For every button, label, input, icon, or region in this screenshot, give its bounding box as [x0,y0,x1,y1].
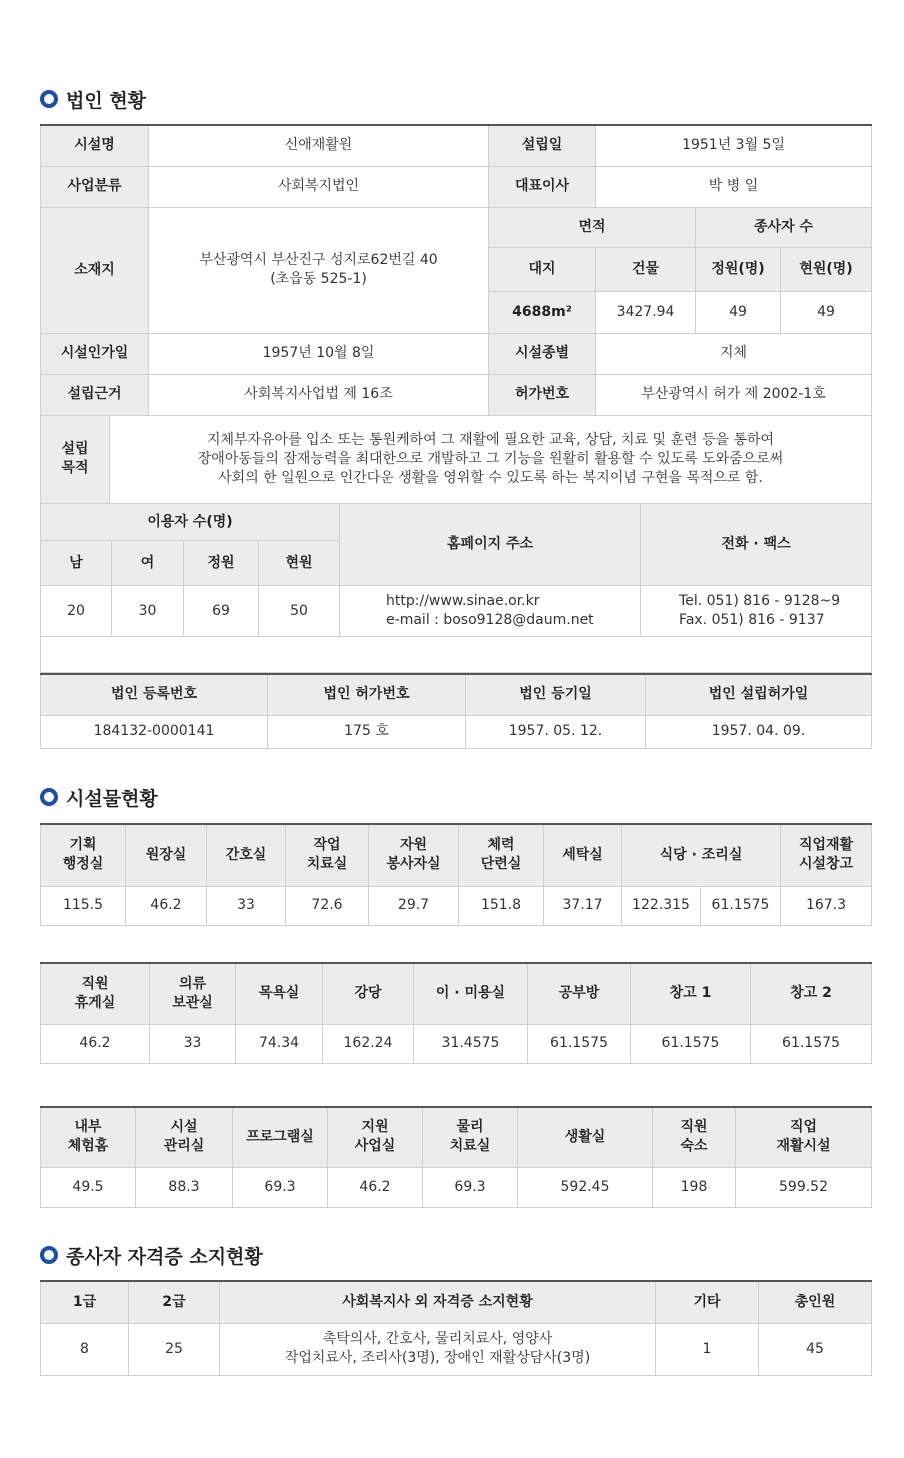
registry-table [40,673,872,749]
fac1-value: 167.3 [781,886,872,925]
fac3-header: 지원 사업실 [328,1107,423,1167]
fac3-value: 592.45 [518,1167,653,1207]
building-label: 건물 [596,247,696,291]
reg-no-label: 법인 등록번호 [41,674,268,715]
ceo-label: 대표이사 [489,166,596,207]
section-corp-title: 법인 현황 [40,84,146,114]
facility-type: 지체 [596,333,872,374]
fac1-header: 식당 · 조리실 [622,824,781,886]
fac1-value: 72.6 [286,886,369,925]
address-value [149,207,489,333]
staff-current: 49 [781,291,872,333]
male-count: 20 [41,586,112,637]
fac2-header: 강당 [323,963,414,1024]
address-line2: (초읍동 525-1) [270,271,367,287]
total-count: 45 [759,1323,872,1375]
basis-value: 사회복지사업법 제 16조 [149,374,489,415]
fac2-value: 162.24 [323,1024,414,1063]
building-area: 3427.94 [596,291,696,333]
fac1-header: 기획 행정실 [41,824,126,886]
facility-table-2 [40,962,872,1064]
land-area: 4688m² [489,291,596,333]
user-current-label: 현원 [259,541,340,586]
fac3-value: 69.3 [233,1167,328,1207]
facility-name-label: 시설명 [41,125,149,166]
fac2-value: 33 [150,1024,236,1063]
facility-table-3 [40,1106,872,1208]
fac3-header: 직원 숙소 [653,1107,736,1167]
fac3-header: 프로그램실 [233,1107,328,1167]
fac3-header: 내부 체험홈 [41,1107,136,1167]
fac3-header: 물리 치료실 [423,1107,518,1167]
fac2-header: 의류 보관실 [150,963,236,1024]
homepage-label: 홈페이지 주소 [340,504,641,586]
ceo-value: 박 병 일 [596,166,872,207]
business-value: 사회복지법인 [149,166,489,207]
grade2-label: 2급 [129,1281,220,1323]
fac2-header: 목욕실 [236,963,323,1024]
basis-label: 설립근거 [41,374,149,415]
user-count-label: 이용자 수(명) [41,504,340,541]
phone-fax-label: 전화 · 팩스 [641,504,872,586]
fac1-header: 체력 단련실 [459,824,544,886]
address-label: 소재지 [41,207,149,333]
fac1-header: 세탁실 [544,824,622,886]
permit-date-label: 법인 설립허가일 [646,674,872,715]
fac3-value: 69.3 [423,1167,518,1207]
female-label: 여 [112,541,184,586]
staff-quota-label: 정원(명) [696,247,781,291]
user-quota: 69 [184,586,259,637]
corp-info-table [40,124,872,504]
facility-name: 신애재활원 [149,125,489,166]
circle-bullet-icon [40,788,58,806]
section-facilities-title: 시설물현황 [40,782,158,812]
reg-date: 1957. 05. 12. [466,715,646,748]
fac2-header: 직원 휴게실 [41,963,150,1024]
users-contact-table [40,503,872,673]
empty-row [41,637,872,673]
approval-date: 1957년 10월 8일 [149,333,489,374]
fac1-value: 46.2 [126,886,207,925]
fac2-header: 공부방 [528,963,631,1024]
founded-date: 1951년 3월 5일 [596,125,872,166]
user-current: 50 [259,586,340,637]
fac3-header: 시설 관리실 [136,1107,233,1167]
permit-date: 1957. 04. 09. [646,715,872,748]
purpose-line2: 장애아동들의 잠재능력을 최대한으로 개발하고 그 기능을 원활히 활용할 수 있도록 도와줌으로써 [197,450,784,467]
staff-quota: 49 [696,291,781,333]
fac2-header: 창고 2 [751,963,872,1024]
other-certs-value: 촉탁의사, 간호사, 물리치료사, 영양사 작업치료사, 조리사(3명), 장애인 재활상담사(3명) [220,1323,656,1375]
staff-count-label: 종사자 수 [696,207,872,247]
fax-number: Fax. 051) 816 - 9137 [679,612,825,628]
purpose-label: 설립 목적 [41,415,110,503]
fac2-value: 46.2 [41,1024,150,1063]
certs-table [40,1280,872,1376]
etc-label: 기타 [656,1281,759,1323]
license-label: 허가번호 [489,374,596,415]
email-link[interactable]: e-mail : boso9128@daum.net [386,612,594,628]
fac1-header: 작업 치료실 [286,824,369,886]
staff-current-label: 현원(명) [781,247,872,291]
business-label: 사업분류 [41,166,149,207]
purpose-line3: 사회의 한 일원으로 인간다운 생활을 영위할 수 있도록 하는 복지이념 구현을 목적으로 함. [218,469,763,486]
purpose-text [110,415,872,503]
section-certs-title: 종사자 자격증 소지현황 [40,1240,263,1270]
reg-no: 184132-0000141 [41,715,268,748]
circle-bullet-icon [40,90,58,108]
fac3-value: 198 [653,1167,736,1207]
homepage-cell [340,586,641,637]
tel-number: Tel. 051) 816 - 9128~9 [679,593,841,609]
fac2-header: 창고 1 [631,963,751,1024]
facility-type-label: 시설종별 [489,333,596,374]
fac3-value: 599.52 [736,1167,872,1207]
total-label: 총인원 [759,1281,872,1323]
founded-label: 설립일 [489,125,596,166]
fac1-header: 자원 봉사자실 [369,824,459,886]
license-value: 부산광역시 허가 제 2002-1호 [596,374,872,415]
fac3-value: 49.5 [41,1167,136,1207]
fac1-value: 115.5 [41,886,126,925]
fac2-value: 31.4575 [414,1024,528,1063]
fac1-value: 122.315 [622,886,701,925]
fac2-header: 이 · 미용실 [414,963,528,1024]
permit-no: 175 호 [268,715,466,748]
approval-date-label: 시설인가일 [41,333,149,374]
facility-table-1 [40,823,872,926]
area-label: 면적 [489,207,696,247]
purpose-line1: 지체부자유아를 입소 또는 통원케하여 그 재활에 필요한 교육, 상담, 치료 및 훈련 등을 통하여 [206,431,775,448]
user-quota-label: 정원 [184,541,259,586]
homepage-link[interactable]: http://www.sinae.or.kr [386,593,540,609]
grade1-label: 1급 [41,1281,129,1323]
fac1-header: 간호실 [207,824,286,886]
grade1-count: 8 [41,1323,129,1375]
fac2-value: 61.1575 [528,1024,631,1063]
fac2-value: 61.1575 [631,1024,751,1063]
phone-fax-cell [641,586,872,637]
etc-count: 1 [656,1323,759,1375]
land-label: 대지 [489,247,596,291]
fac2-value: 74.34 [236,1024,323,1063]
fac1-value: 37.17 [544,886,622,925]
fac3-header: 생활실 [518,1107,653,1167]
reg-date-label: 법인 등기일 [466,674,646,715]
fac3-value: 46.2 [328,1167,423,1207]
fac1-header: 직업재활 시설창고 [781,824,872,886]
address-line1: 부산광역시 부산진구 성지로62번길 40 [199,252,438,268]
permit-no-label: 법인 허가번호 [268,674,466,715]
fac3-value: 88.3 [136,1167,233,1207]
female-count: 30 [112,586,184,637]
fac3-header: 직업 재활시설 [736,1107,872,1167]
grade2-count: 25 [129,1323,220,1375]
fac2-value: 61.1575 [751,1024,872,1063]
other-certs-label: 사회복지사 외 자격증 소지현황 [220,1281,656,1323]
fac1-value: 151.8 [459,886,544,925]
fac1-value: 33 [207,886,286,925]
fac1-value: 61.1575 [701,886,781,925]
fac1-value: 29.7 [369,886,459,925]
circle-bullet-icon [40,1246,58,1264]
male-label: 남 [41,541,112,586]
fac1-header: 원장실 [126,824,207,886]
